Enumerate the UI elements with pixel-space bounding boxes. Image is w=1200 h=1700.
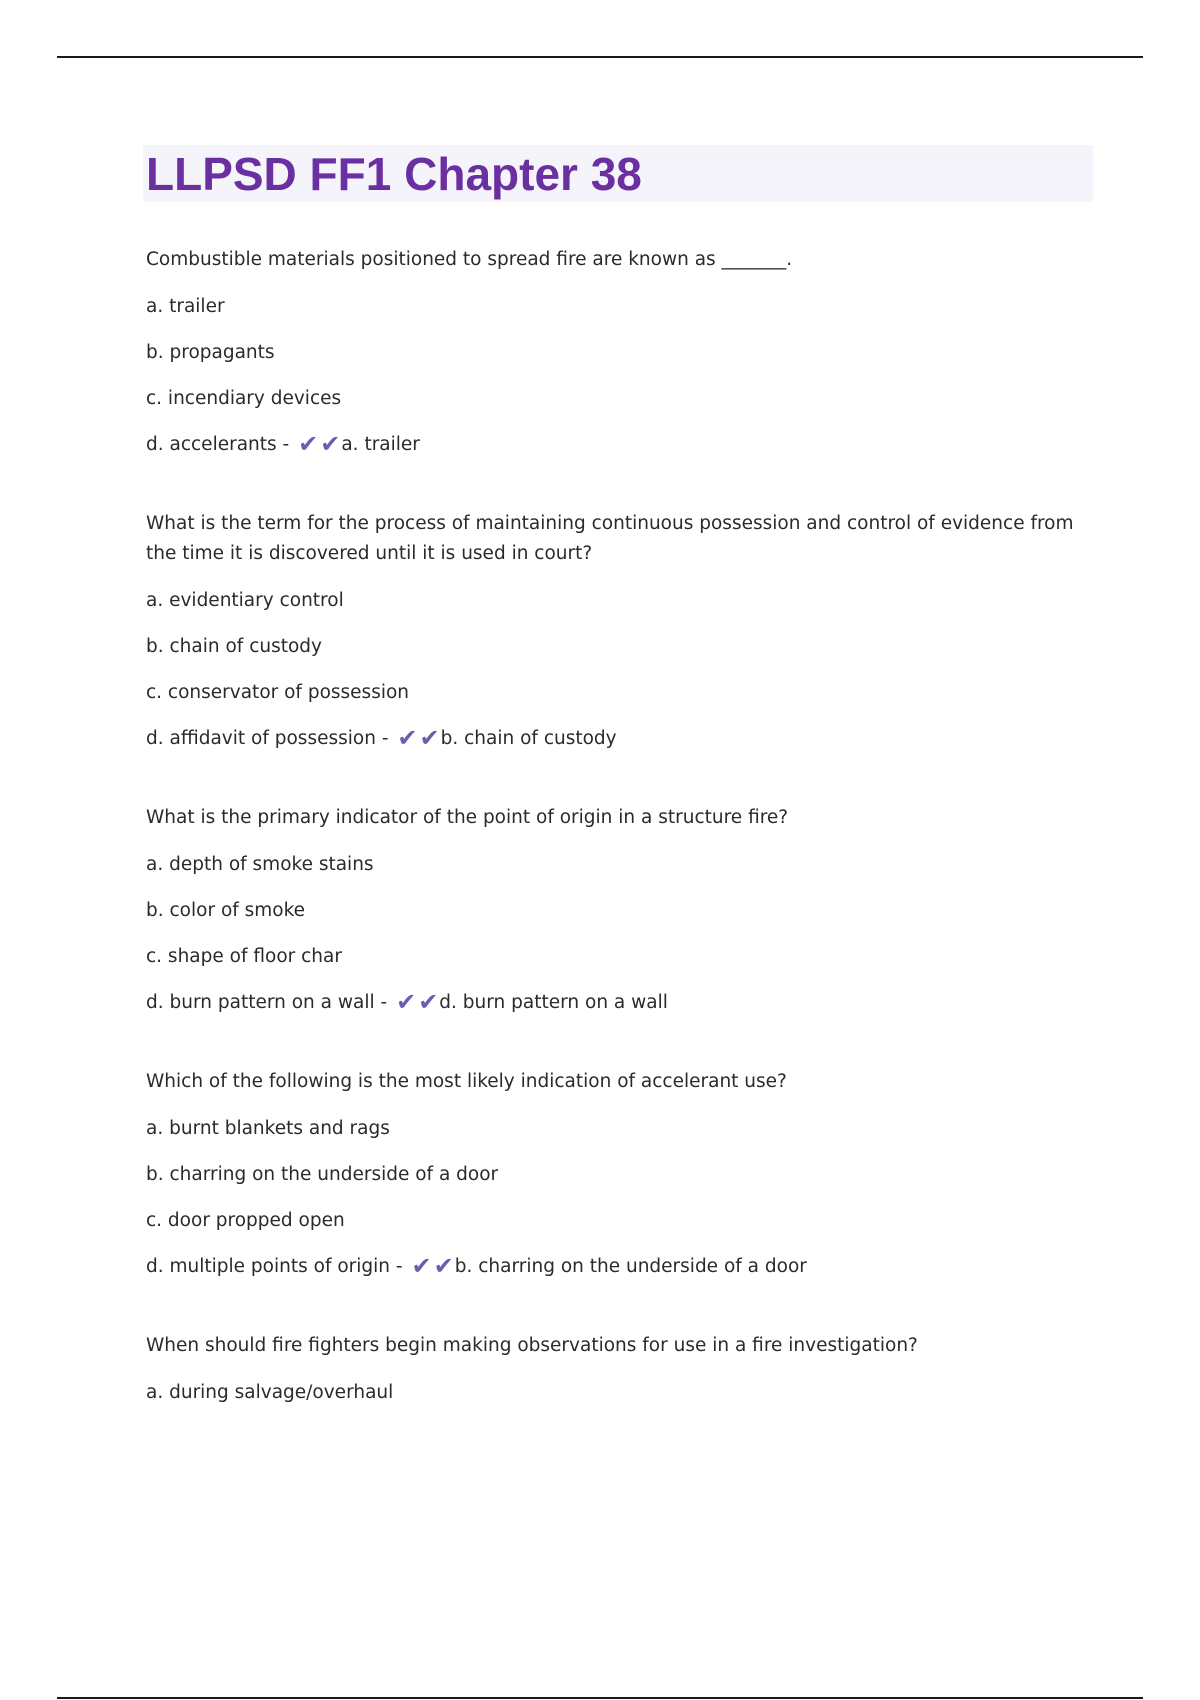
option-text: a. depth of smoke stains (146, 854, 374, 875)
option-text: a. trailer (146, 296, 225, 317)
checkmark-icon: ✔ (396, 988, 417, 1016)
question-block (146, 509, 1096, 753)
correct-answer: d. burn pattern on a wall (439, 992, 668, 1013)
answer-option (146, 1160, 1096, 1189)
answer-option (146, 292, 1096, 321)
answer-option (146, 632, 1096, 661)
option-text: d. affidavit of possession (146, 728, 376, 749)
option-text: d. accelerants (146, 434, 277, 455)
question-block (146, 1331, 1096, 1407)
question-text: When should fire fighters begin making observations for use in a fire investigation? (146, 1335, 918, 1356)
question-text: Which of the following is the most likely indication of accelerant use? (146, 1071, 787, 1092)
option-text: a. evidentiary control (146, 590, 344, 611)
top-rule (57, 56, 1143, 58)
bottom-rule (57, 1697, 1143, 1699)
checkmark-icon: ✔ (397, 724, 418, 752)
question-block (146, 245, 1096, 459)
answer-option (146, 942, 1096, 971)
option-text: d. burn pattern on a wall (146, 992, 375, 1013)
answer-option (146, 384, 1096, 413)
question-block (146, 1067, 1096, 1281)
option-text: b. propagants (146, 342, 275, 363)
option-text: c. door propped open (146, 1210, 345, 1231)
answer-separator: - (395, 1256, 403, 1277)
correct-answer: b. charring on the underside of a door (454, 1256, 807, 1277)
answer-separator: - (381, 728, 389, 749)
checkmark-icon: ✔ (433, 1252, 454, 1280)
question-block (146, 803, 1096, 1017)
checkmark-icon: ✔ (298, 430, 319, 458)
option-text: a. burnt blankets and rags (146, 1118, 390, 1139)
checkmark-icon: ✔ (419, 724, 440, 752)
answer-option (146, 678, 1096, 707)
option-text: b. charring on the underside of a door (146, 1164, 499, 1185)
checkmark-icon: ✔ (320, 430, 341, 458)
question-text: What is the term for the process of maintaining continuous possession and control of evidence from the time it is discovered until it is used in court? (146, 513, 1074, 564)
answer-option (146, 338, 1096, 367)
correct-answer: a. trailer (341, 434, 420, 455)
question-text: Combustible materials positioned to spread fire are known as _______. (146, 249, 793, 270)
page-title: LLPSD FF1 Chapter 38 (146, 148, 642, 200)
answer-option (146, 586, 1096, 615)
answer-option (146, 988, 1096, 1017)
answer-option (146, 724, 1096, 753)
option-text: b. color of smoke (146, 900, 306, 921)
option-text: c. incendiary devices (146, 388, 342, 409)
answer-option (146, 1114, 1096, 1143)
answer-option (146, 896, 1096, 925)
question-list (146, 245, 1096, 1457)
question-text: What is the primary indicator of the point of origin in a structure fire? (146, 807, 789, 828)
option-text: c. shape of floor char (146, 946, 342, 967)
option-text: a. during salvage/overhaul (146, 1382, 394, 1403)
checkmark-icon: ✔ (418, 988, 439, 1016)
option-text: d. multiple points of origin (146, 1256, 391, 1277)
answer-option (146, 1206, 1096, 1235)
answer-option (146, 430, 1096, 459)
answer-option (146, 1252, 1096, 1281)
answer-separator: - (282, 434, 290, 455)
answer-option (146, 1378, 1096, 1407)
correct-answer: b. chain of custody (440, 728, 617, 749)
answer-separator: - (380, 992, 388, 1013)
checkmark-icon: ✔ (411, 1252, 432, 1280)
option-text: b. chain of custody (146, 636, 322, 657)
answer-option (146, 850, 1096, 879)
option-text: c. conservator of possession (146, 682, 410, 703)
